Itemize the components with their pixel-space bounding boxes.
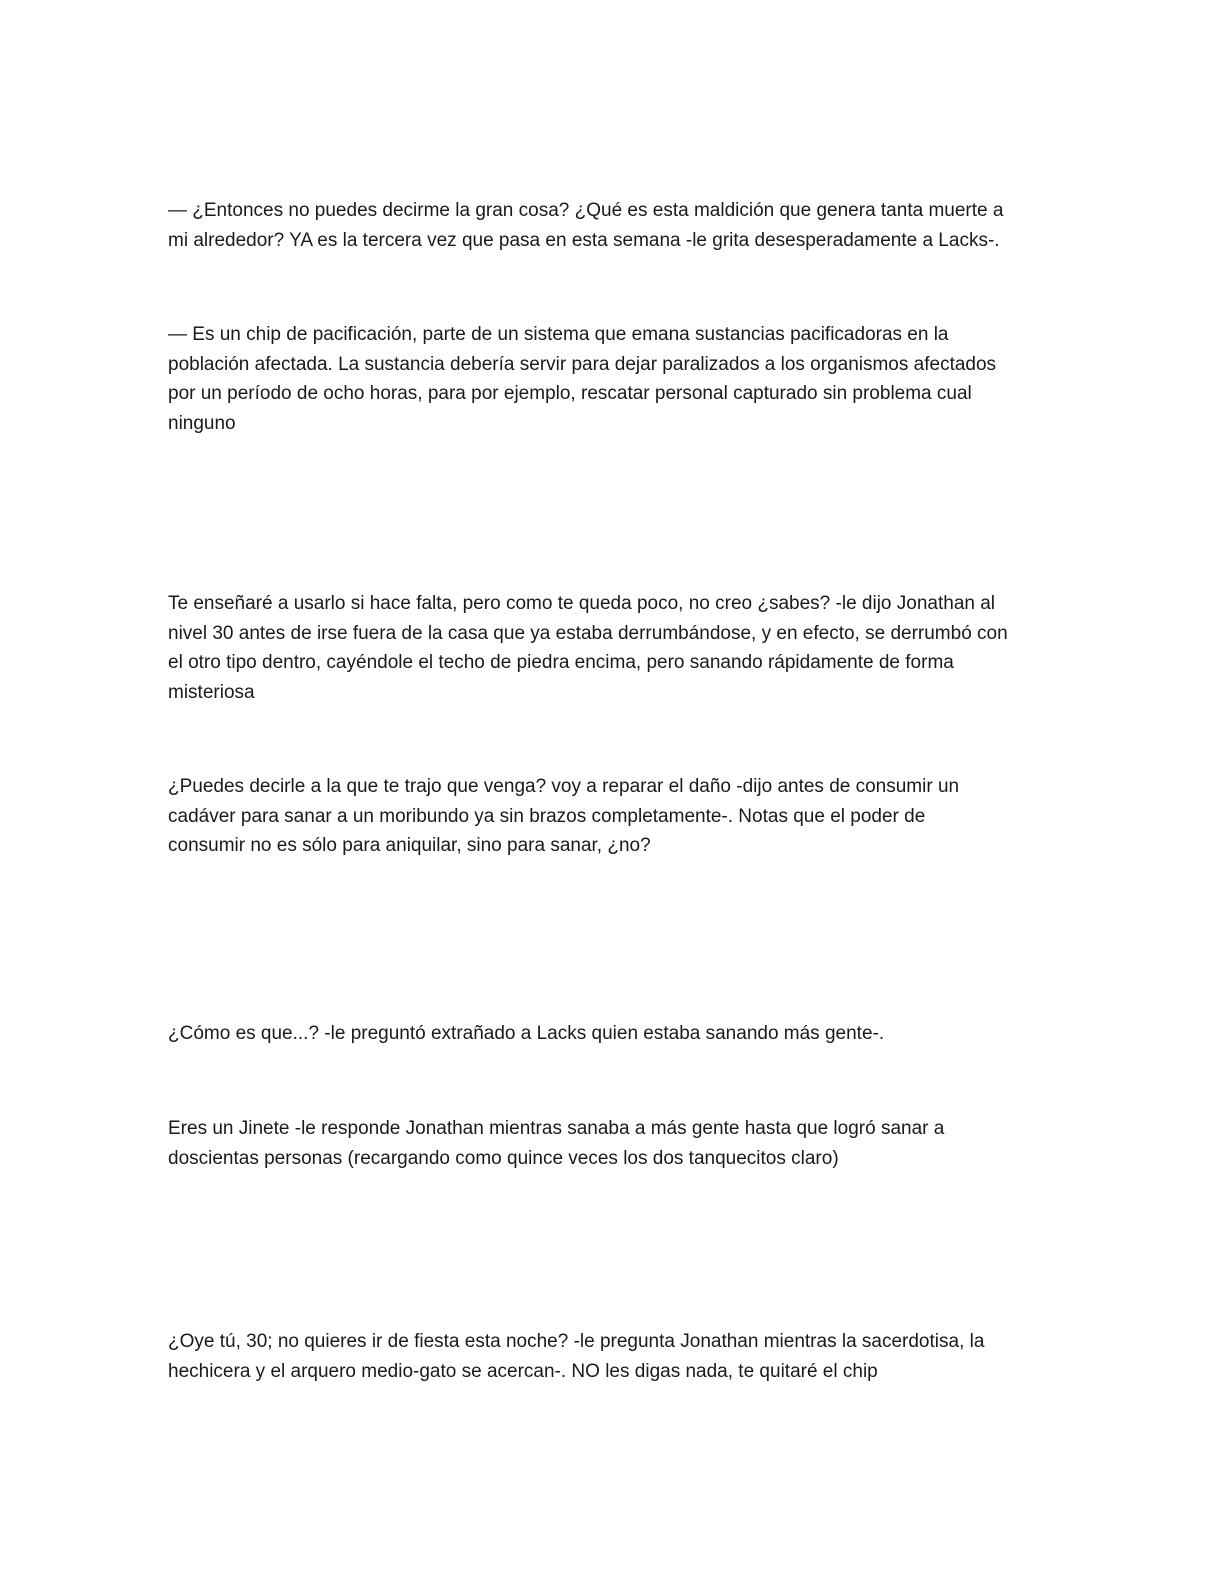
paragraph-1: — ¿Entonces no puedes decirme la gran cosa? ¿Qué es esta maldición que genera tanta muerte a mi alrededor? YA es la tercera vez que pasa en esta semana -le grita desesperadamente a Lacks-.	[168, 200, 1004, 251]
paragraph-3: Te enseñaré a usarlo si hace falta, pero como te queda poco, no creo ¿sabes? -le dijo Jonathan al nivel 30 antes de irse fuera de la casa que ya estaba derrumbándose, y en efecto, se derrumbó con el otro tipo dentro, cayéndole el techo de piedra encima, pero sanando rápidamente de forma misteriosa	[168, 593, 1008, 703]
paragraph-5: ¿Cómo es que...? -le preguntó extrañado a Lacks quien estaba sanando más gente-.	[168, 1023, 885, 1044]
paragraph-2: — Es un chip de pacificación, parte de un sistema que emana sustancias pacificadoras en la población afectada. La sustancia debería servir para dejar paralizados a los organismos afectados por un período de ocho horas, para por ejemplo, rescatar personal capturado sin problema cual ninguno	[168, 324, 997, 434]
paragraph-4: ¿Puedes decirle a la que te trajo que venga? voy a reparar el daño -dijo antes de consumir un cadáver para sanar a un moribundo ya sin brazos completamente-. Notas que el poder de consumir no es sólo para aniquilar, sino para sanar, ¿no?	[168, 776, 960, 856]
paragraph-6: Eres un Jinete -le responde Jonathan mientras sanaba a más gente hasta que logró sanar a doscientas personas (recargando como quince veces los dos tanquecitos claro)	[168, 1118, 945, 1169]
paragraph-7: ¿Oye tú, 30; no quieres ir de fiesta esta noche? -le pregunta Jonathan mientras la sacerdotisa, la hechicera y el arquero medio-gato se acercan-. NO les digas nada, te quitaré el chip	[168, 1331, 985, 1382]
